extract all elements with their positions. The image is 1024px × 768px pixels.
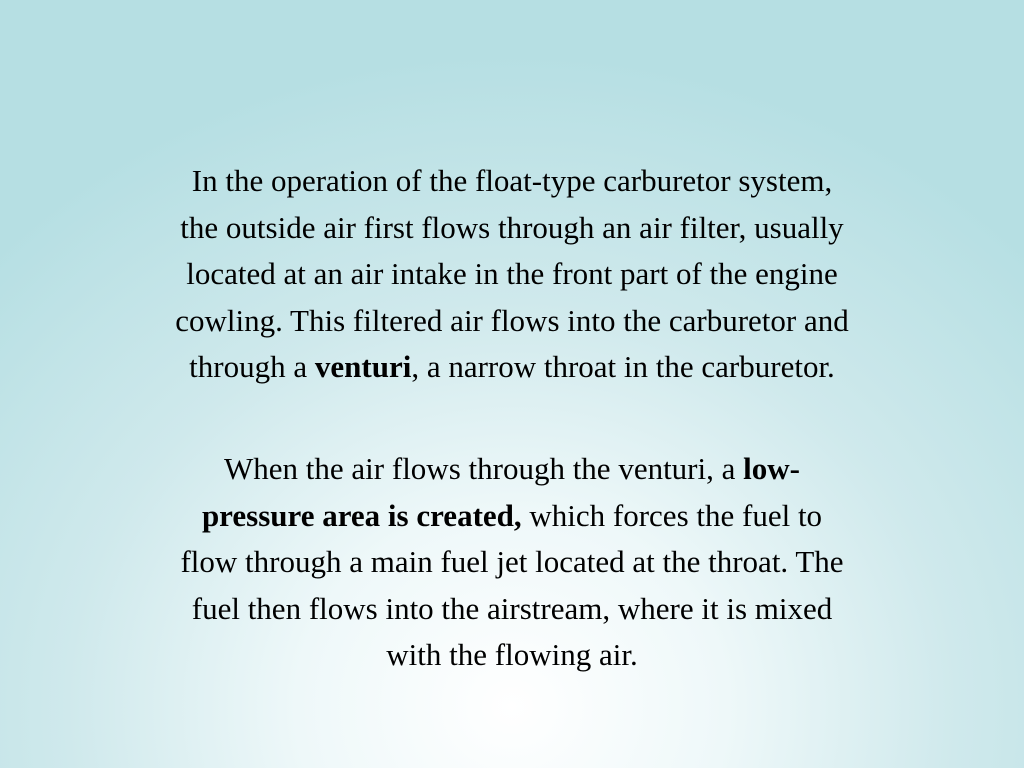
text-line: fuel then flows into the airstream, where it is mixed	[191, 590, 833, 626]
text-line: In the operation of the float-type carburetor system,	[191, 163, 833, 198]
text-run: which forces the fuel to	[521, 497, 823, 533]
text-run: When the air flows through the venturi, a	[224, 451, 744, 486]
text-line: the outside air first flows through an air filter, usually	[180, 209, 844, 245]
paragraph-low-pressure	[50, 446, 974, 679]
text-line: cowling. This filtered air flows into the carburetor and	[175, 302, 849, 338]
text-line	[50, 344, 974, 391]
text-line	[50, 493, 974, 540]
text-line: flow through a main fuel jet located at the throat. The	[180, 544, 844, 579]
text-line	[50, 446, 974, 493]
low-pressure-term: low-	[743, 451, 800, 486]
paragraph-carburetor-airflow	[50, 158, 974, 391]
venturi-term: venturi	[314, 349, 412, 384]
text-line: with the flowing air.	[386, 637, 638, 672]
low-pressure-term: pressure area is created,	[201, 497, 522, 533]
text-line: located at an air intake in the front part of the engine	[186, 256, 838, 291]
text-run: through a	[189, 349, 315, 384]
text-run: , a narrow throat in the carburetor.	[411, 349, 835, 384]
